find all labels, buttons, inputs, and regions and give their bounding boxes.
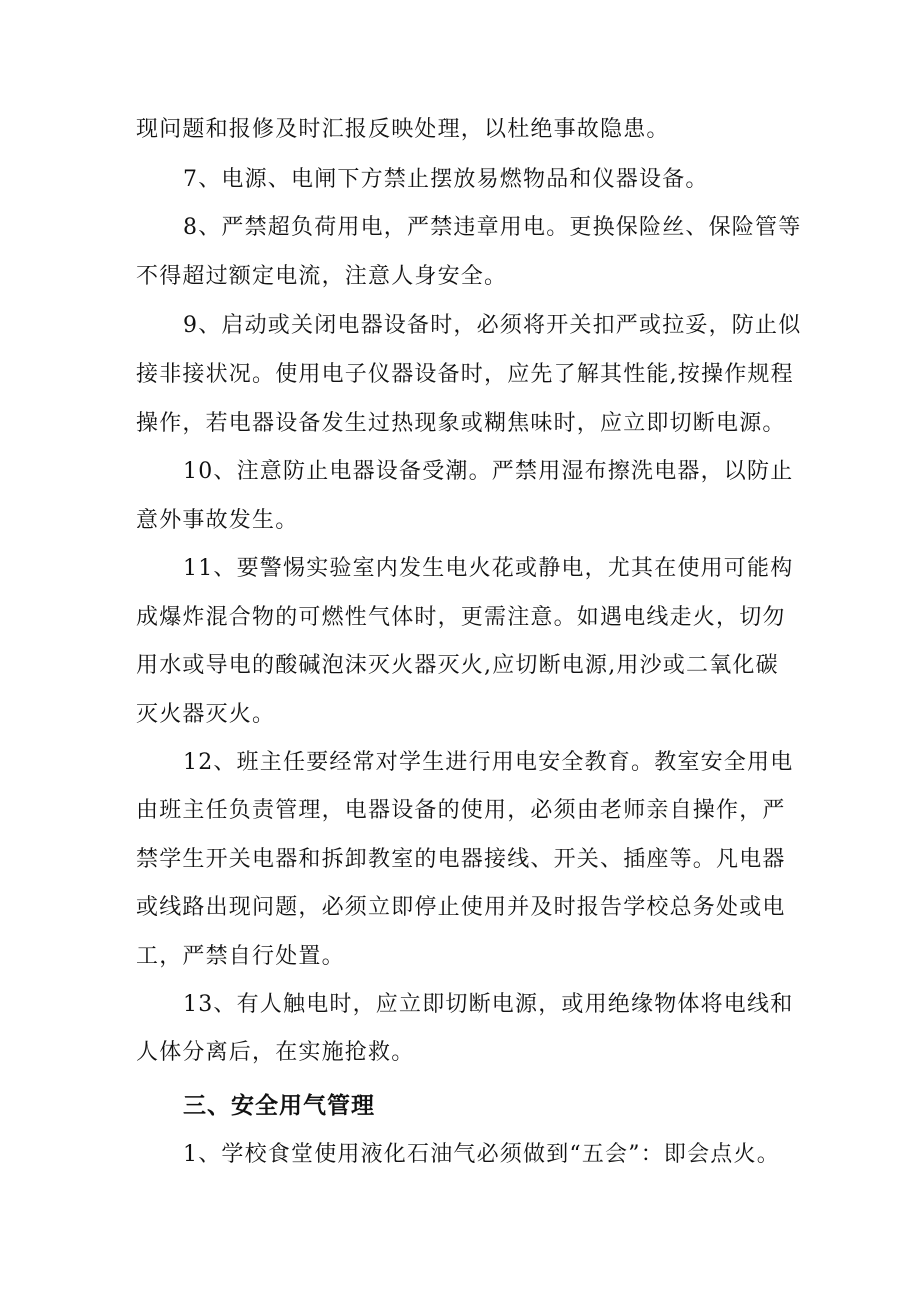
text-line: 禁学生开关电器和拆卸教室的电器接线、开关、插座等。凡电器 [136, 847, 786, 872]
text-line: 现问题和报修及时汇报反映处理，以杜绝事故隐患。 [136, 117, 670, 142]
text-line: 10、注意防止电器设备受潮。严禁用湿布擦洗电器，以防止 [183, 459, 794, 484]
text-line: 接非接状况。使用电子仪器设备时，应先了解其性能,按操作规程 [136, 362, 794, 387]
text-line: 9、启动或关闭电器设备时，必须将开关扣严或拉妥，防止似 [183, 313, 802, 338]
text-line: 灭火器灭火。 [136, 702, 276, 727]
text-line: 7、电源、电闸下方禁止摆放易燃物品和仪器设备。 [183, 167, 709, 192]
text-line: 成爆炸混合物的可燃性气体时，更需注意。如遇电线走火，切勿 [136, 605, 786, 630]
text-line: 或线路出现问题，必须立即停止使用并及时报告学校总务处或电 [136, 895, 786, 920]
text-line: 11、要警惕实验室内发生电火花或静电，尤其在使用可能构 [183, 556, 794, 581]
text-line: 1、学校食堂使用液化石油气必须做到“五会”：即会点火。 [183, 1142, 780, 1167]
text-line: 用水或导电的酸碱泡沫灭火器灭火,应切断电源,用沙或二氧化碳 [136, 653, 779, 678]
text-line: 操作，若电器设备发生过热现象或糊焦味时，应立即切断电源。 [136, 411, 786, 436]
text-line: 意外事故发生。 [136, 508, 299, 533]
text-line: 由班主任负责管理，电器设备的使用，必须由老师亲自操作，严 [136, 798, 786, 823]
text-line: 工，严禁自行处置。 [136, 944, 345, 969]
text-line: 13、有人触电时，应立即切断电源，或用绝缘物体将电线和 [183, 992, 794, 1017]
section-heading: 三、安全用气管理 [183, 1093, 375, 1119]
text-line: 12、班主任要经常对学生进行用电安全教育。教室安全用电 [183, 750, 794, 775]
text-line: 人体分离后，在实施抢救。 [136, 1040, 415, 1065]
text-line: 不得超过额定电流，注意人身安全。 [136, 264, 508, 289]
text-line: 8、严禁超负荷用电，严禁违章用电。更换保险丝、保险管等 [183, 215, 802, 240]
